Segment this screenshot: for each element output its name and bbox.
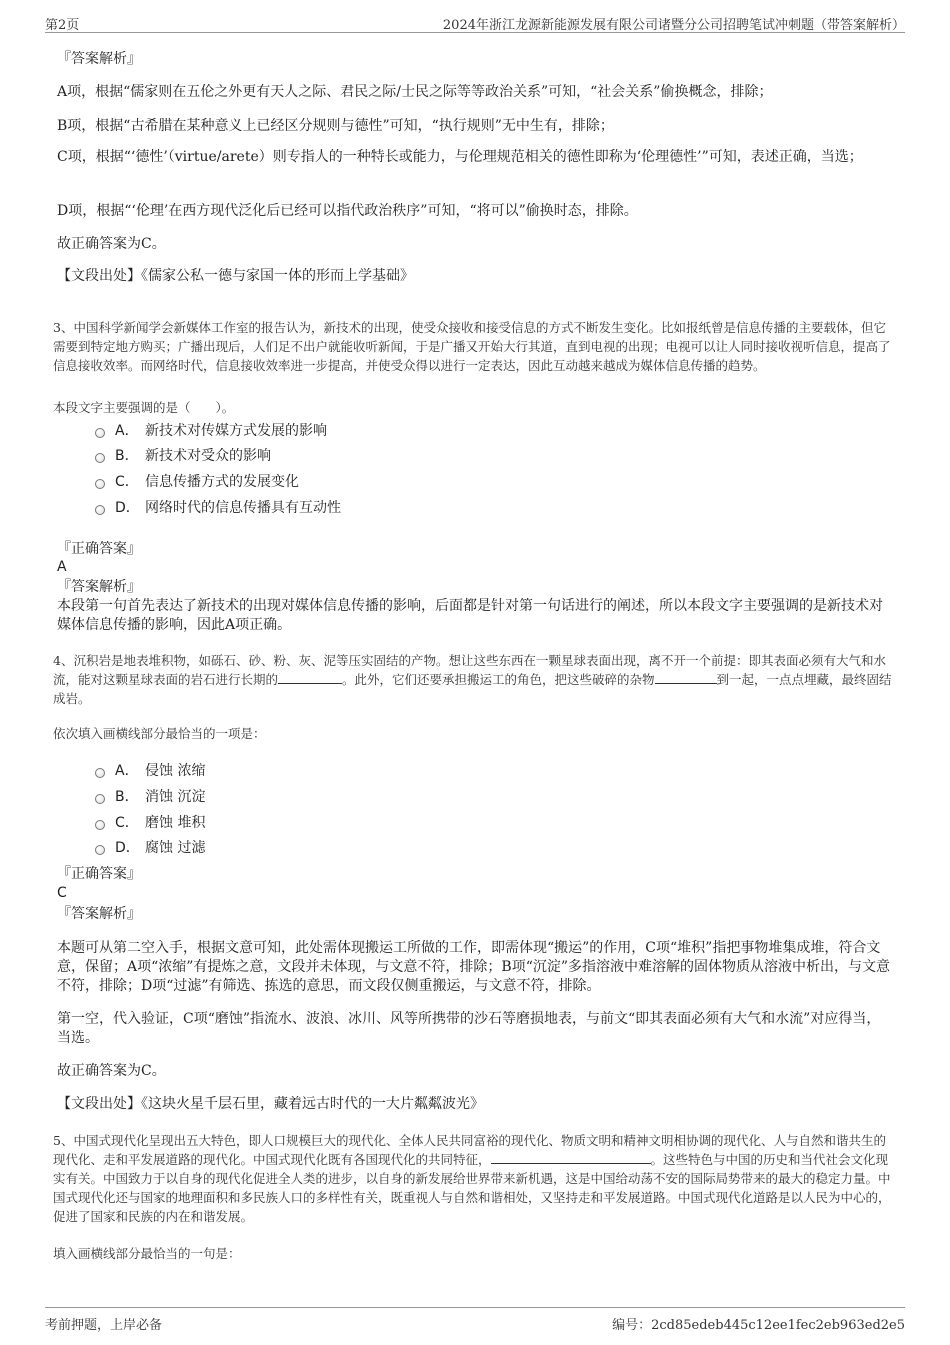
question-4-option-b[interactable]: B． 消蚀 沉淀	[95, 786, 205, 806]
question-3-option-d[interactable]: D． 网络时代的信息传播具有互动性	[95, 497, 341, 517]
question-3-option-a[interactable]: A． 新技术对传媒方式发展的影响	[95, 420, 327, 440]
analysis-option-a: A项，根据“儒家则在五伦之外更有天人之际、君民之际/士民之际等等政治关系”可知，“社会关系”偷换概念，排除；	[57, 84, 773, 100]
radio-icon[interactable]	[95, 428, 105, 438]
question-3-analysis-label: 『答案解析』	[57, 579, 141, 595]
question-4-conclusion: 故正确答案为C。	[57, 1063, 166, 1079]
question-3-option-b[interactable]: B． 新技术对受众的影响	[95, 445, 271, 465]
question-3-text: 3、中国科学新闻学会新媒体工作室的报告认为，新技术的出现，使受众接收和接受信息的方式不断发生变化。比如报纸曾是信息传播的主要载体，但它需要到特定地方购买；广播出现后，人们足不出户就能收听新闻，于是广播又开始大行其道，直到电视的出现；电视可以让人同时接收视听信息，提高了信息接收效率。而网络时代，信息接收效率进一步提高，并使受众得以进行一定表达，因此互动越来越成为媒体信息传播的趋势。	[53, 320, 891, 373]
radio-icon[interactable]	[95, 768, 105, 778]
question-4-analysis-paragraph-1: 本题可从第二空入手，根据文意可知，此处需体现搬运工所做的工作，即需体现“搬运”的作用，C项“堆积”指把事物堆集成堆，符合文意，保留；A项“浓缩”有提炼之意，文段并未体现，与文意不符，排除；B项“沉淀”多指溶液中难溶解的固体物质从溶液中析出，与文意不符，排除；D项“过滤”有筛选、拣选的意思，而文段仅侧重搬运，与文意不符，排除。	[57, 940, 891, 994]
source-citation: 【文段出处】《儒家公私一德与家国一体的形而上学基础》	[57, 268, 414, 284]
question-4-answer-label: 『正确答案』	[57, 866, 141, 882]
page-number: 第2页	[45, 18, 80, 33]
question-3-prompt: 本段文字主要强调的是（ ）。	[53, 400, 235, 415]
question-4-prompt: 依次填入画横线部分最恰当的一项是：	[53, 726, 266, 741]
footer-slogan: 考前押题，上岸必备	[45, 1318, 163, 1333]
page-header	[45, 10, 905, 33]
question-3-option-c[interactable]: C． 信息传播方式的发展变化	[95, 471, 299, 491]
question-5-text: 5、中国式现代化呈现出五大特色，即人口规模巨大的现代化、全体人民共同富裕的现代化、物质文明和精神文明相协调的现代化、人与自然和谐共生的现代化、走和平发展道路的现代化。中国式现代化既有各国现代化的共同特征， 。这些特色与中国的历史和当代社会文化现实有关。中国致力于以自身的现代化促进全人类的进步，以自身的新发展给世界带来新机遇，这是中国给动荡不安的国际局势带来的最大的稳定力量。中国式现代化还与国家的地理面积和多民族人口的多样性有关，既重视人与自然和谐相处，又坚持走和平发展道路。中国式现代化道路是以人民为中心的，促进了国家和民族的内在和谐发展。	[53, 1133, 891, 1224]
question-5-prompt: 填入画横线部分最恰当的一句是：	[53, 1246, 241, 1261]
radio-icon[interactable]	[95, 845, 105, 855]
question-4-source: 【文段出处】《这块火星千层石里，藏着远古时代的一大片粼粼波光》	[57, 1096, 484, 1112]
radio-icon[interactable]	[95, 820, 105, 830]
question-3-answer-label: 『正确答案』	[57, 541, 141, 557]
radio-icon[interactable]	[95, 505, 105, 515]
page-footer	[45, 1307, 905, 1332]
question-4-analysis-label: 『答案解析』	[57, 906, 141, 922]
analysis-label: 『答案解析』	[57, 51, 141, 67]
fill-blank-2	[655, 671, 717, 684]
analysis-conclusion: 故正确答案为C。	[57, 236, 166, 252]
question-4-analysis-paragraph-2: 第一空，代入验证，C项“磨蚀”指流水、波浪、冰川、风等所携带的沙石等磨损地表，与前文“即其表面必须有大气和水流”对应得当，当选。	[57, 1011, 881, 1046]
analysis-option-d: D项，根据“‘伦理’在西方现代泛化后已经可以指代政治秩序”可知，“将可以”偷换时态，排除。	[57, 203, 638, 219]
question-3-analysis: 本段第一句首先表达了新技术的出现对媒体信息传播的影响，后面都是针对第一句话进行的阐述，所以本段文字主要强调的是新技术对媒体信息传播的影响，因此A项正确。	[57, 598, 883, 633]
analysis-option-c: C项，根据“‘德性’（virtue/arete）则专指人的一种特长或能力，与伦理规范相关的德性即称为‘伦理德性’”可知，表述正确，当选；	[57, 149, 863, 165]
radio-icon[interactable]	[95, 794, 105, 804]
question-3-answer: A	[57, 559, 67, 575]
document-title: 2024年浙江龙源新能源发展有限公司诸暨分公司招聘笔试冲刺题（带答案解析）	[442, 18, 905, 33]
radio-icon[interactable]	[95, 479, 105, 489]
fill-blank-3	[491, 1151, 651, 1164]
question-4-answer: C	[57, 885, 67, 901]
fill-blank-1	[278, 671, 342, 684]
question-4-option-a[interactable]: A． 侵蚀 浓缩	[95, 760, 205, 780]
analysis-option-b: B项，根据“古希腊在某种意义上已经区分规则与德性”可知，“执行规则”无中生有，排除；	[57, 118, 614, 134]
radio-icon[interactable]	[95, 453, 105, 463]
question-4-option-d[interactable]: D． 腐蚀 过滤	[95, 837, 205, 857]
question-4-option-c[interactable]: C． 磨蚀 堆积	[95, 812, 205, 832]
question-4-text: 4、沉积岩是地表堆积物，如砾石、砂、粉、灰、泥等压实固结的产物。想让这些东西在一颗星球表面出现，离不开一个前提：即其表面必须有大气和水流，能对这颗星球表面的岩石进行长期的 。此外，它们还要承担搬运工的角色，把这些破碎的杂物 到一起，一点点埋藏，最终固结成岩。	[53, 653, 892, 706]
document-id: 编号：2cd85edeb445c12ee1fec2eb963ed2e5	[612, 1318, 905, 1333]
